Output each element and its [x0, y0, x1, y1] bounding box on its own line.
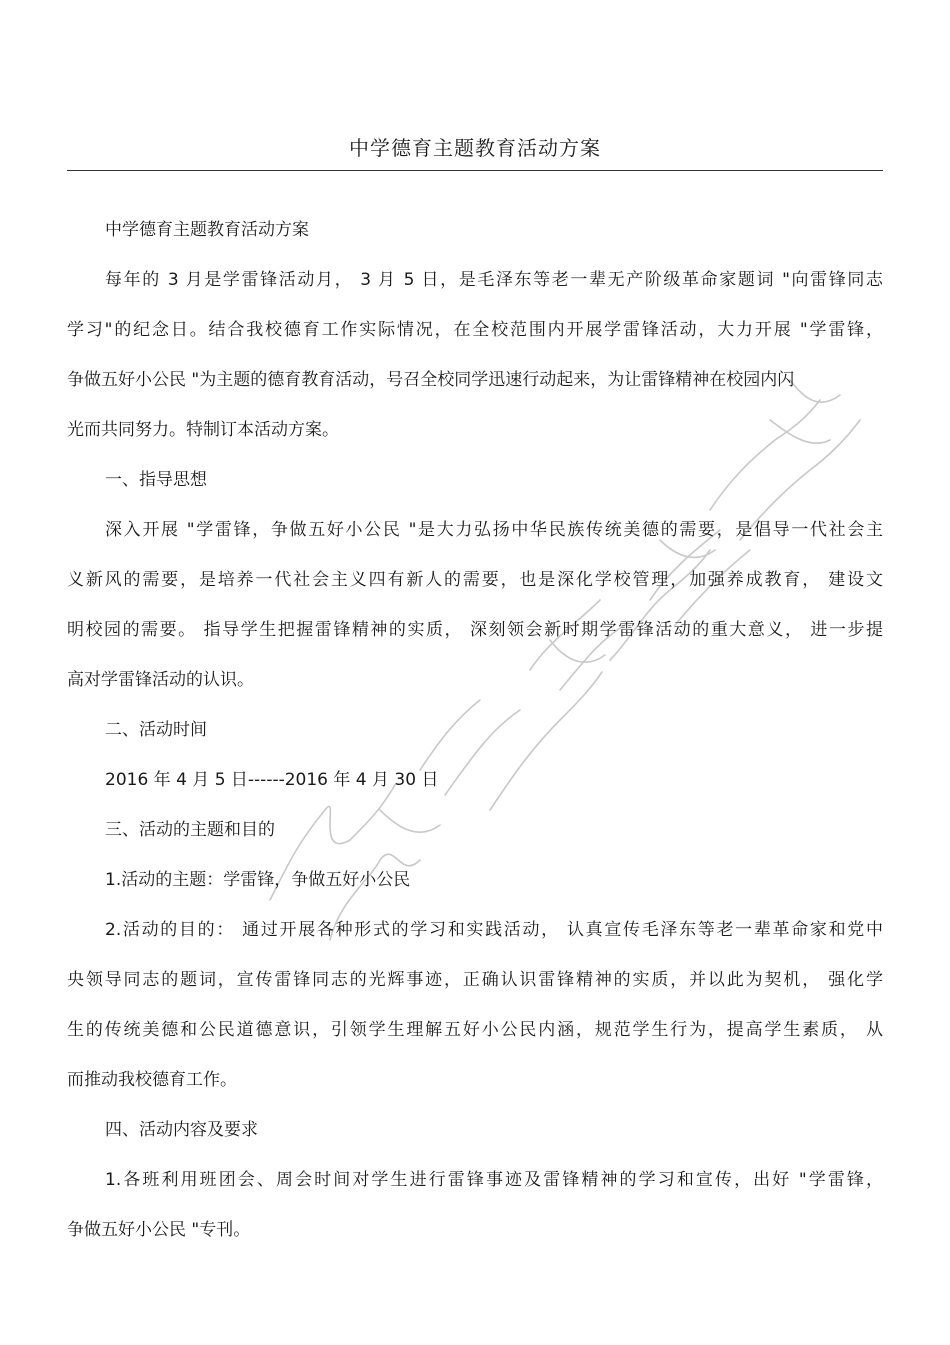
section3-purpose-line-2: 央领导同志的题词，宣传雷锋同志的光辉事迹，正确认识雷锋精神的实质，并以此为契机， 强化学	[67, 970, 883, 990]
section1-line-3: 明校园的需要。 指导学生把握雷锋精神的实质， 深刻领会新时期学雷锋活动的重大意义， 进一步提	[67, 620, 883, 640]
document-subtitle: 中学德育主题教育活动方案	[105, 220, 309, 240]
activity-theme: 1.活动的主题：学雷锋，争做五好小公民	[105, 870, 411, 890]
section3-purpose-line-1: 2.活动的目的： 通过开展各种形式的学习和实践活动， 认真宣传毛泽东等老一辈革命家和党中	[105, 920, 883, 940]
section1-line-2: 义新风的需要，是培养一代社会主义四有新人的需要，也是深化学校管理，加强养成教育， 建设文	[67, 570, 883, 590]
section1-line-4: 高对学雷锋活动的认识。	[67, 670, 254, 690]
section4-item1-line-2: 争做五好小公民 "专刊。	[67, 1220, 251, 1240]
activity-date-range: 2016 年 4 月 5 日------2016 年 4 月 30 日	[105, 770, 439, 790]
intro-line-4: 光而共同努力。特制订本活动方案。	[67, 420, 339, 440]
section-heading-theme-purpose: 三、活动的主题和目的	[105, 820, 275, 840]
intro-line-2: 学习"的纪念日。结合我校德育工作实际情况，在全校范围内开展学雷锋活动，大力开展 "学雷锋，	[67, 320, 883, 340]
intro-line-1: 每年的 3 月是学雷锋活动月， 3 月 5 日，是毛泽东等老一辈无产阶级革命家题词 "向雷锋同志	[105, 270, 883, 290]
page-title: 中学德育主题教育活动方案	[349, 136, 601, 160]
document-body	[67, 205, 883, 1255]
section-heading-guiding-thought: 一、指导思想	[105, 470, 207, 490]
section4-item1-line-1: 1.各班利用班团会、周会时间对学生进行雷锋事迹及雷锋精神的学习和宣传，出好 "学雷锋，	[105, 1170, 883, 1190]
section3-purpose-line-3: 生的传统美德和公民道德意识，引领学生理解五好小公民内涵，规范学生行为，提高学生素质， 从	[67, 1020, 883, 1040]
section1-line-1: 深入开展 "学雷锋，争做五好小公民 "是大力弘扬中华民族传统美德的需要，是倡导一代社会主	[105, 520, 883, 540]
intro-line-3: 争做五好小公民 "为主题的德育教育活动，号召全校同学迅速行动起来，为让雷锋精神在校园内闪	[67, 370, 795, 390]
page-header	[67, 128, 883, 171]
section-heading-content-requirements: 四、活动内容及要求	[105, 1120, 258, 1140]
section-heading-activity-time: 二、活动时间	[105, 720, 207, 740]
section3-purpose-line-4: 而推动我校德育工作。	[67, 1070, 237, 1090]
